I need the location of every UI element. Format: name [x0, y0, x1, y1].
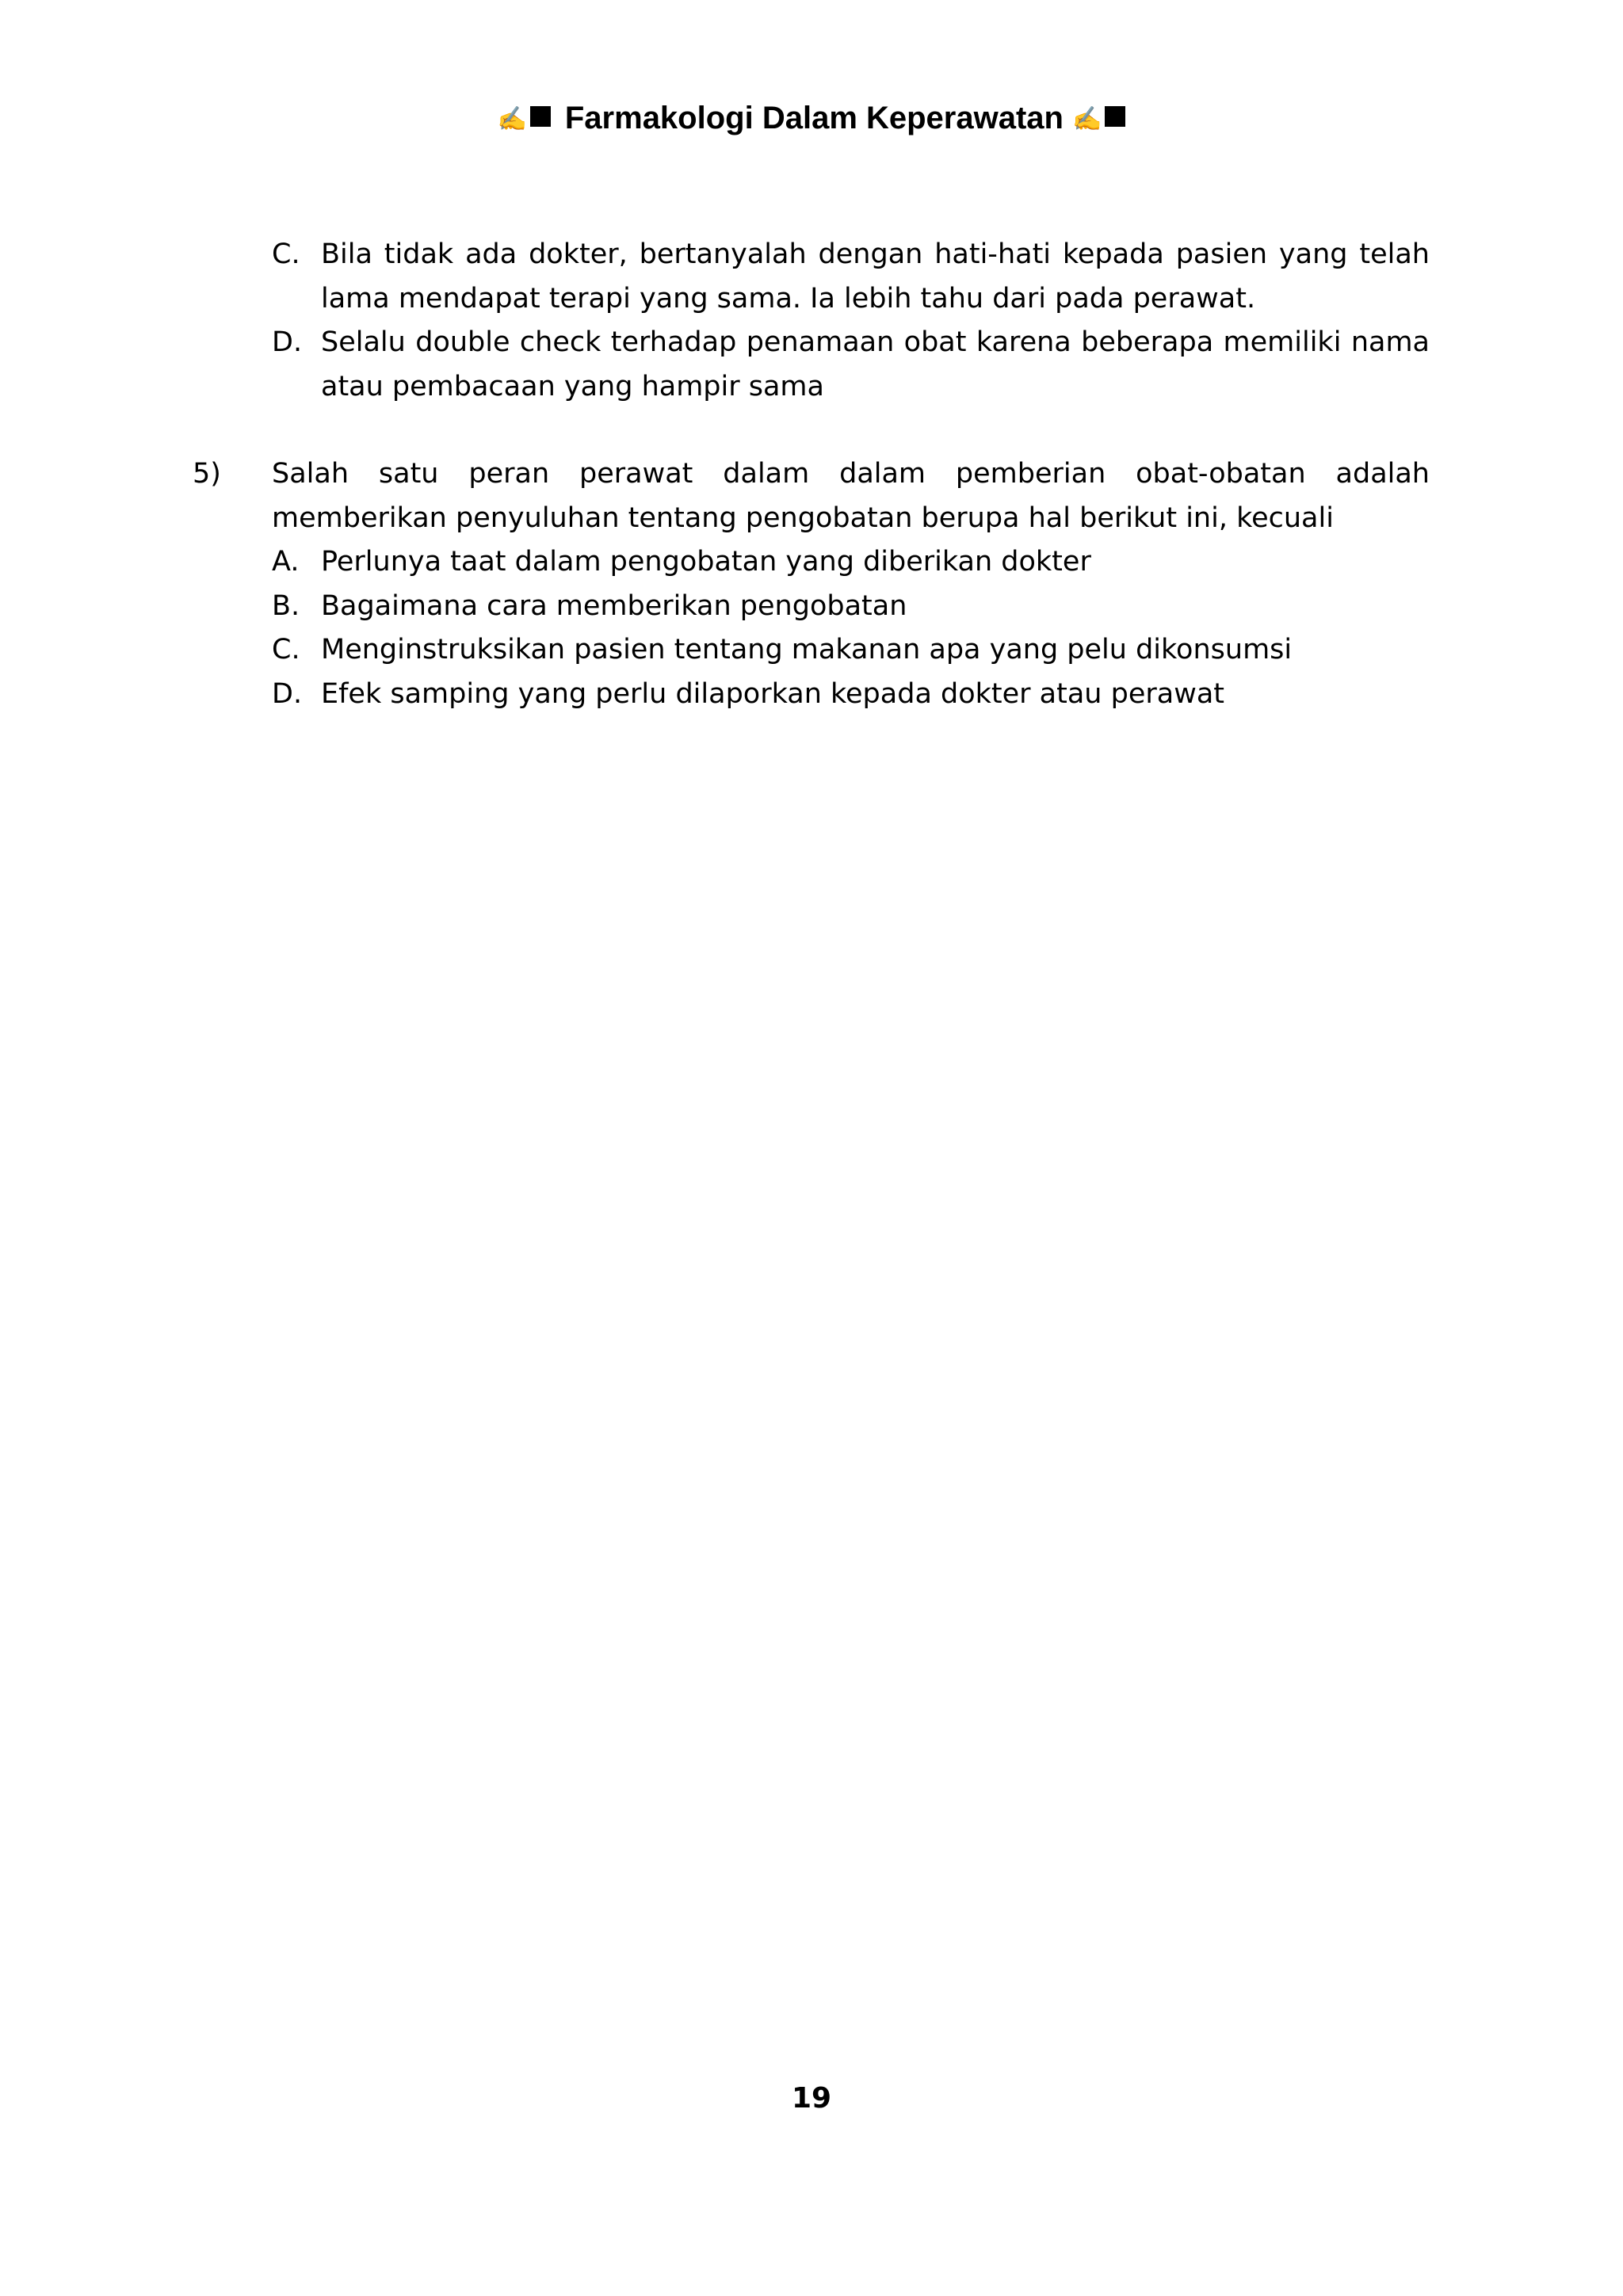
square-bullet-icon	[1105, 106, 1125, 127]
question-number: 5)	[193, 458, 221, 490]
answer-option-d	[0, 673, 1623, 717]
option-text: Perlunya taat dalam pengobatan yang diberikan dokter	[321, 546, 1091, 578]
answer-option-c	[0, 233, 1623, 321]
answer-option-d	[0, 321, 1623, 409]
option-text: Menginstruksikan pasien tentang makanan apa yang pelu dikonsumsi	[321, 634, 1293, 666]
option-text: Selalu double check terhadap penamaan obat karena beberapa memiliki nama atau pembacaan yang hampir sama	[321, 326, 1430, 402]
option-letter: B.	[272, 589, 300, 622]
question-text: Salah satu peran perawat dalam dalam pemberian obat-obatan adalah memberikan penyuluhan tentang pengobatan berupa hal berikut ini, kecuali	[272, 458, 1430, 534]
pen-icon: ✍	[1072, 106, 1102, 132]
question-5	[0, 452, 1623, 540]
header-title: Farmakologi Dalam Keperawatan	[564, 101, 1064, 135]
page-content	[0, 233, 1623, 716]
option-letter: A.	[272, 546, 300, 578]
answer-option-c	[0, 628, 1623, 673]
option-letter: D.	[272, 326, 303, 358]
pen-icon: ✍	[497, 106, 527, 132]
page-number: 19	[791, 2082, 832, 2115]
option-letter: D.	[272, 677, 303, 710]
running-header	[0, 98, 1623, 139]
option-text: Bila tidak ada dokter, bertanyalah dengan hati-hati kepada pasien yang telah lama mendapat terapi yang sama. Ia lebih tahu dari pada perawat.	[321, 238, 1430, 315]
option-letter: C.	[272, 634, 300, 666]
option-text: Efek samping yang perlu dilaporkan kepada dokter atau perawat	[321, 677, 1224, 710]
answer-option-b	[0, 585, 1623, 629]
option-text: Bagaimana cara memberikan pengobatan	[321, 589, 907, 622]
square-bullet-icon	[530, 106, 551, 127]
option-letter: C.	[272, 238, 300, 270]
answer-option-a	[0, 540, 1623, 585]
